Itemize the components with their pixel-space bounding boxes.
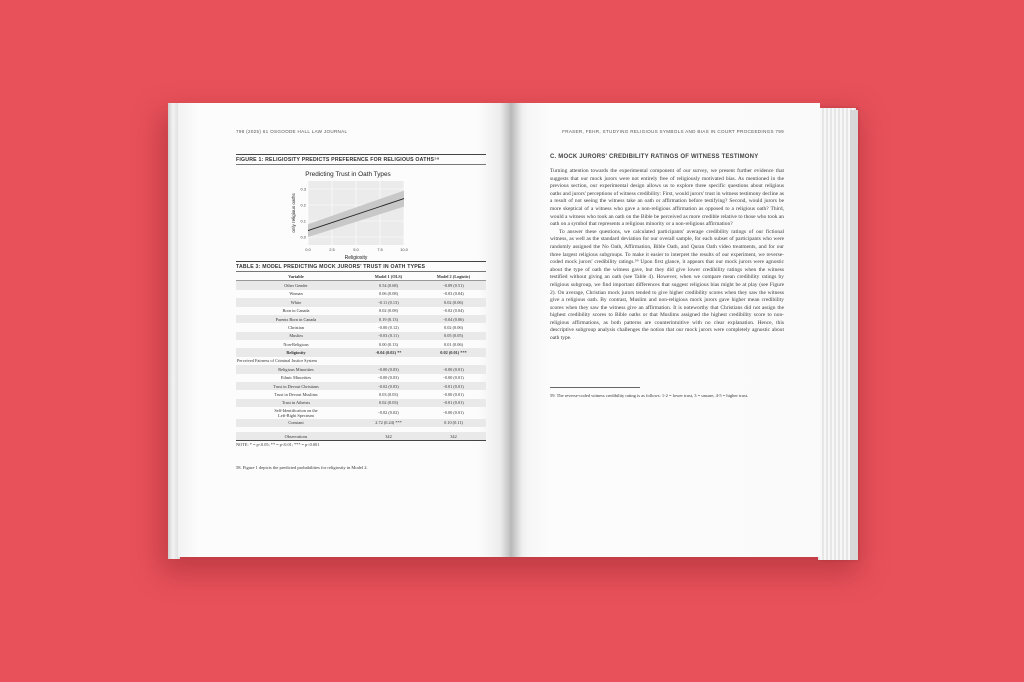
x-tick-label: 7.5 bbox=[377, 247, 383, 252]
header-model-2: Model 2 (Logistic) bbox=[421, 272, 486, 281]
row-model-1: -0.00 (0.03) bbox=[356, 365, 421, 373]
row-variable: Parents Born in Canada bbox=[236, 315, 356, 323]
book-gutter bbox=[500, 103, 522, 557]
figure-title: FIGURE 1: RELIGIOSITY PREDICTS PREFERENCE FOR RELIGIOUS OATHS⁵⁸ bbox=[236, 154, 486, 165]
table-row bbox=[236, 365, 486, 373]
row-model-1: -0.02 (0.02) bbox=[378, 410, 399, 416]
row-model-2: 342 bbox=[421, 432, 486, 440]
row-model-1: 0.19 (0.13) bbox=[356, 315, 421, 323]
row-variable: White bbox=[236, 298, 356, 306]
header-model-1: Model 1 (OLS) bbox=[356, 272, 421, 281]
row-model-2: -0.00 (0.01) bbox=[421, 365, 486, 373]
row-variable bbox=[236, 407, 356, 419]
row-model-1: 0.03 (0.03) bbox=[379, 391, 398, 397]
right-running-head: FRASER, FEHR, STUDYING RELIGIOUS SYMBOLS AND BIAS IN COURT PROCEEDINGS 799 bbox=[562, 129, 784, 134]
row-variable: Trust in Devout Christians bbox=[236, 382, 356, 390]
self-id-line-2: Left-Right Spectrum bbox=[278, 412, 314, 418]
table-row bbox=[236, 298, 486, 306]
self-id-line-1: Self-Identification on the bbox=[274, 407, 318, 413]
row-model-1: 0.00 (0.13) bbox=[379, 341, 398, 347]
body-paragraph-2: To answer these questions, we calculated participants' average credibility ratings of our fictional witness, as well as the standard deviation for our overall sample, for each subset of participants who were randomly assigned the No Oath, Affirmation, Bible Oath, and Quran Oath video treatments, and for our three largest religious subgroups. To make it easier to interpret the results of our experiment, we reverse-coded mock jurors' credibility ratings.⁵⁹ Upon first glance, it appears that our mock jurors were agnostic about the type of oath the witness gave, but they did give lower credibility ratings when the witness testified without giving an oath (see Table 4). However, when we compare mean credibility ratings by religious subgroup, we find important differences that suggest religious bias might be at play (see Figure 2). On average, Christian mock jurors tended to give higher credibility scores when they saw the witness give a religious oath. By contrast, Muslim and non-religious mock jurors gave higher mean credibility scores when they saw the witness give an affirmation. It is noteworthy that Christians did not assign the highest credibility scores to Bible oaths or that Muslims assigned the highest credibility score to non-religious affirmations, as both patterns are counterintuitive with no clear explanation. Hence, this descriptive subgroup analysis challenges the notion that our mock jurors were completely agnostic about oath type. bbox=[550, 228, 784, 342]
row-model-2: -0.01 (0.01) bbox=[421, 399, 486, 407]
row-model-1: 0.02 (0.03) bbox=[356, 399, 421, 407]
row-model-1: -0.11 (0.13) bbox=[356, 298, 421, 306]
row-variable: Born in Canada bbox=[282, 308, 310, 314]
table-row bbox=[236, 315, 486, 323]
table-row bbox=[236, 332, 486, 340]
row-model-1: -0.00 (0.03) bbox=[378, 375, 399, 381]
row-model-2: 0.02 (0.06) bbox=[421, 298, 486, 306]
table-row bbox=[236, 290, 486, 298]
row-model-2: 0.01 (0.06) bbox=[444, 341, 463, 347]
right-footnote: 59. The reverse-coded witness credibility rating is as follows: 1-2 = lower trust, 3 = unsure, 4-5 = higher trust. bbox=[550, 392, 749, 398]
row-variable: Ethnic Minorities bbox=[280, 375, 312, 381]
x-tick-label: 5.0 bbox=[353, 247, 359, 252]
row-model-2: 0.10 (0.11) bbox=[421, 419, 486, 427]
table-section-row bbox=[236, 357, 486, 365]
row-model-1: 342 bbox=[356, 432, 421, 440]
table-row bbox=[236, 281, 486, 290]
footnote-rule bbox=[550, 387, 640, 388]
table-row bbox=[236, 340, 486, 348]
x-tick-label: 0.0 bbox=[305, 247, 311, 252]
row-model-1: 0.02 (0.08) bbox=[379, 308, 398, 314]
table-row bbox=[236, 323, 486, 331]
row-variable: Muslim bbox=[236, 332, 356, 340]
y-tick-label: 0.0 bbox=[300, 234, 306, 240]
table-row bbox=[236, 399, 486, 407]
row-model-1: -0.03 (0.11) bbox=[356, 332, 421, 340]
row-model-2: 0.02 (0.01) *** bbox=[421, 348, 486, 356]
row-model-2: -0.03 (0.04) bbox=[443, 291, 464, 297]
row-model-2: -0.00 (0.01) bbox=[443, 391, 464, 397]
table-note: NOTE: * = p<0.05; ** = p<0.01; *** = p<0.001 bbox=[236, 440, 486, 447]
row-model-2: -0.01 (0.01) bbox=[421, 382, 486, 390]
row-model-1: -0.02 (0.03) bbox=[356, 382, 421, 390]
row-model-1: 2.72 (0.24) *** bbox=[356, 419, 421, 427]
y-tick-label: 0.2 bbox=[300, 202, 306, 208]
back-cover-edge bbox=[850, 110, 858, 560]
row-model-2: -0.00 (0.01) bbox=[443, 410, 464, 416]
table-row bbox=[236, 382, 486, 390]
row-model-1: -0.04 (0.02) ** bbox=[356, 348, 421, 356]
row-model-2: -0.09 (0.51) bbox=[421, 281, 486, 290]
row-model-2: -0.04 (0.06) bbox=[421, 315, 486, 323]
y-tick-labels bbox=[300, 186, 306, 239]
x-axis-label: Religiosity bbox=[344, 255, 368, 261]
y-tick-label: 0.1 bbox=[300, 218, 306, 224]
regression-table bbox=[236, 272, 486, 440]
section-label: Perceived Fairness of Criminal Justice System bbox=[237, 358, 317, 364]
row-variable: Non-Religious bbox=[283, 341, 309, 347]
row-model-1: -0.00 (0.12) bbox=[378, 324, 399, 330]
y-tick-label: 0.3 bbox=[300, 186, 306, 192]
body-paragraph-1: Turning attention towards the experimental component of our survey, we present further evidence that suggests that our mock jurors were not entirely free of religiously motivated bias. As mentioned in the previous section, our experimental design allows us to explore three specific questions about religious oaths and jurors' perceptions of witness credibility: First, would jurors' trust in witness testimony decline as a result of not seeing the witness take an oath or affirmation before testifying? Second, would jurors be more skeptical of a witness who gave a non-religious affirmation as opposed to a religious oath? Third, would a witness who took an oath on the Bible be perceived as more credible relative to those who took an oath on a symbol that represents a religious minority or a non-religious affirmation? bbox=[550, 168, 784, 228]
table-row bbox=[236, 432, 486, 440]
x-tick-label: 10.0 bbox=[400, 247, 408, 252]
table-row bbox=[236, 374, 486, 382]
row-variable: Christian bbox=[288, 324, 304, 330]
figure-1-chart bbox=[236, 165, 486, 261]
left-page bbox=[178, 103, 510, 557]
row-variable: Religiosity bbox=[236, 348, 356, 356]
table-row bbox=[236, 419, 486, 427]
left-running-head: 798 (2025) 61 OSGOODE HALL LAW JOURNAL bbox=[236, 129, 348, 134]
row-model-2: 0.05 (0.05) bbox=[421, 332, 486, 340]
row-variable: Other Gender bbox=[236, 281, 356, 290]
row-model-1: 0.54 (0.68) bbox=[356, 281, 421, 290]
x-tick-label: 2.5 bbox=[329, 247, 335, 252]
row-variable: Trust in Atheists bbox=[236, 399, 356, 407]
table-title: TABLE 3: MODEL PREDICTING MOCK JURORS' TRUST IN OATH TYPES bbox=[236, 261, 486, 272]
row-variable: Constant bbox=[236, 419, 356, 427]
y-axis-label: only religious oaths bbox=[291, 193, 296, 233]
section-heading: C. MOCK JURORS' CREDIBILITY RATINGS OF WITNESS TESTIMONY bbox=[550, 154, 759, 160]
table-row bbox=[236, 390, 486, 398]
row-model-1: 0.06 (0.08) bbox=[379, 291, 398, 297]
row-variable: Religious Minorities bbox=[236, 365, 356, 373]
table-header-row bbox=[236, 272, 486, 281]
row-variable: Woman bbox=[289, 291, 303, 297]
row-model-2: 0.02 (0.06) bbox=[444, 324, 463, 330]
table-row bbox=[236, 348, 486, 356]
row-model-2: -0.02 (0.04) bbox=[443, 308, 464, 314]
line-chart bbox=[236, 165, 486, 261]
table-row bbox=[236, 407, 486, 419]
row-variable: Observations bbox=[236, 432, 356, 440]
row-model-2: -0.00 (0.01) bbox=[443, 375, 464, 381]
x-tick-labels bbox=[305, 247, 408, 252]
right-page bbox=[510, 103, 820, 557]
left-footnote: 58. Figure 1 depicts the predicted probabilities for religiosity in Model 2. bbox=[236, 465, 368, 471]
row-variable: Trust in Devout Muslims bbox=[274, 391, 318, 397]
header-variable: Variable bbox=[236, 272, 356, 281]
table-row bbox=[236, 307, 486, 315]
chart-title: Predicting Trust in Oath Types bbox=[305, 171, 391, 178]
